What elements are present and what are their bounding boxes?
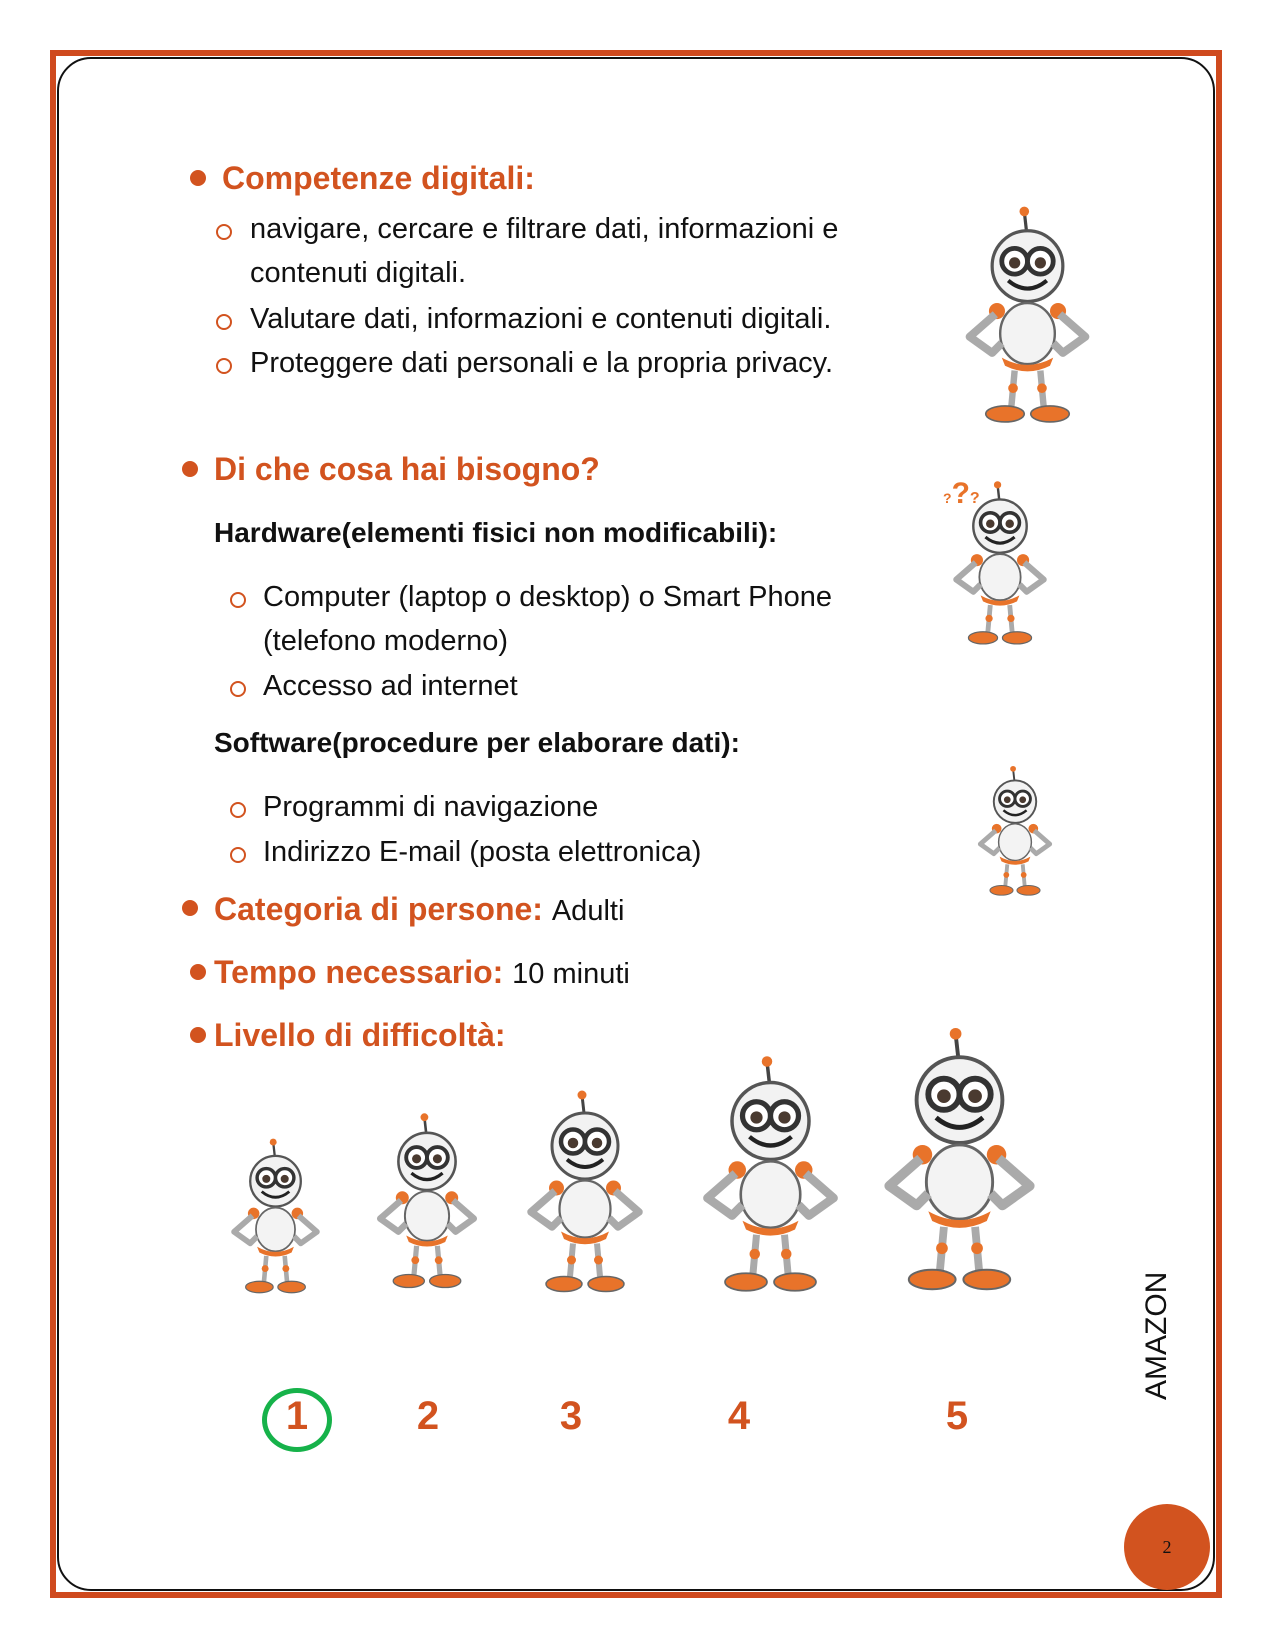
- difficulty-robot-3-icon: [510, 1078, 660, 1310]
- list-item: Programmi di navigazione: [263, 791, 599, 823]
- software-heading: Software(procedure per elaborare dati):: [214, 727, 740, 758]
- question-marks-icon: ???: [943, 477, 980, 510]
- robot-waving-icon: [940, 205, 1115, 430]
- list-item: Computer (laptop o desktop) o Smart Phone: [263, 581, 833, 613]
- ring-bullet: [216, 358, 232, 374]
- category-label: Categoria di persone:: [214, 891, 543, 927]
- ring-bullet: [216, 224, 232, 240]
- ring-bullet: [230, 681, 246, 697]
- list-item-continuation: contenuti digitali.: [250, 257, 467, 289]
- difficulty-robot-4-icon: [683, 1038, 858, 1316]
- ring-bullet: [216, 314, 232, 330]
- difficulty-robot-2-icon: [362, 1098, 492, 1308]
- time-label: Tempo necessario:: [214, 954, 504, 990]
- level-number-2: 2: [416, 1394, 440, 1438]
- section-title-competenze: Competenze digitali:: [222, 160, 535, 196]
- category-value: Adulti: [551, 895, 625, 927]
- robot-pointing-icon: [965, 765, 1065, 900]
- list-item: navigare, cercare e filtrare dati, informazioni e: [250, 213, 839, 245]
- list-item-continuation: (telefono moderno): [263, 625, 509, 657]
- level-number-4: 4: [727, 1394, 751, 1438]
- bullet-dot: [190, 964, 206, 980]
- hardware-heading: Hardware(elementi fisici non modificabili):: [214, 517, 778, 548]
- bullet-dot: [182, 461, 198, 477]
- bullet-dot: [182, 900, 198, 916]
- side-label: AMAZON: [1140, 1271, 1173, 1400]
- robot-question-icon: [930, 480, 1070, 650]
- level-number-3: 3: [559, 1394, 583, 1438]
- ring-bullet: [230, 592, 246, 608]
- time-row: [214, 954, 630, 991]
- level-number-5: 5: [945, 1394, 969, 1438]
- bullet-dot: [190, 1027, 206, 1043]
- ring-bullet: [230, 847, 246, 863]
- section-title-bisogno: Di che cosa hai bisogno?: [214, 451, 600, 487]
- bullet-dot: [190, 170, 206, 186]
- difficulty-label: Livello di difficoltà:: [214, 1017, 506, 1053]
- category-row: [214, 891, 624, 928]
- list-item: Proteggere dati personali e la propria privacy.: [250, 347, 834, 379]
- time-value: 10 minuti: [512, 958, 630, 990]
- level-number-1: 1: [285, 1394, 309, 1438]
- page-number-badge: 2: [1124, 1504, 1210, 1590]
- list-item: Indirizzo E-mail (posta elettronica): [263, 836, 702, 868]
- difficulty-robot-1-icon: [218, 1128, 333, 1308]
- list-item: Accesso ad internet: [263, 670, 518, 702]
- difficulty-robot-5-icon: [862, 1010, 1057, 1315]
- list-item: Valutare dati, informazioni e contenuti digitali.: [250, 303, 832, 335]
- ring-bullet: [230, 802, 246, 818]
